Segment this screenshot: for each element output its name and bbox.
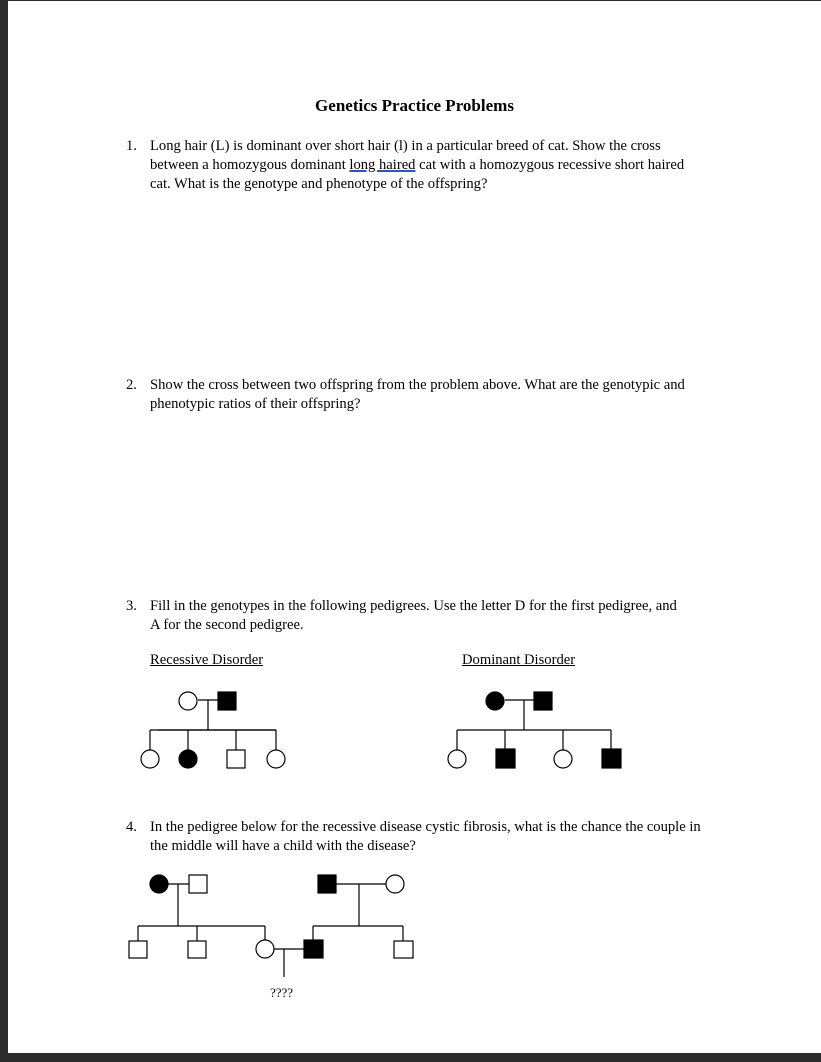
question-text: Long hair (L) is dominant over short hair (l) in a particular breed of cat. Show the cross between a homozygous dominant long haired cat with a homozygous recessive short haired cat. What is the genotype and phenotype of the offspring?: [150, 138, 685, 192]
unaffected-male-icon: [188, 941, 206, 958]
cystic-fibrosis-pedigree: [129, 875, 413, 977]
affected-male-icon: [304, 940, 323, 958]
unaffected-female-icon: [386, 875, 404, 893]
recessive-disorder-label: Recessive Disorder: [150, 652, 264, 668]
unknown-child-label: ????: [270, 985, 294, 1000]
unaffected-female-icon: [554, 750, 572, 768]
question-text: In the pedigree below for the recessive disease cystic fibrosis, what is the chance the couple in the middle will have a child with the disease?: [150, 819, 701, 854]
dominant-disorder-label: Dominant Disorder: [462, 652, 576, 668]
affected-female-icon: [179, 750, 197, 768]
dominant-pedigree: [448, 692, 621, 768]
affected-male-icon: [602, 749, 621, 768]
question-text: Show the cross between two offspring from the problem above. What are the genotypic and phenotypic ratios of their offspring?: [150, 377, 685, 412]
unaffected-male-icon: [394, 941, 413, 958]
unaffected-female-icon: [448, 750, 466, 768]
unaffected-female-icon: [256, 940, 274, 958]
question-2: [126, 376, 686, 414]
recessive-pedigree: [141, 692, 285, 768]
document-page: [8, 1, 821, 1053]
affected-male-icon: [534, 692, 552, 710]
question-3: [126, 597, 686, 635]
unaffected-male-icon: [189, 875, 207, 893]
affected-male-icon: [496, 749, 515, 768]
affected-female-icon: [150, 875, 168, 893]
question-number: 1.: [126, 138, 137, 154]
question-text: Fill in the genotypes in the following pedigrees. Use the letter D for the first pedigree, and A for the second pedigree.: [150, 598, 677, 633]
question-4: [126, 818, 706, 856]
unaffected-male-icon: [227, 750, 245, 768]
unaffected-male-icon: [129, 941, 147, 958]
question-number: 3.: [126, 598, 137, 614]
question-1: [126, 137, 706, 194]
unaffected-female-icon: [141, 750, 159, 768]
spellcheck-flagged-word[interactable]: long haired: [349, 157, 416, 173]
unaffected-female-icon: [179, 692, 197, 710]
question-number: 4.: [126, 819, 137, 835]
page-title: Genetics Practice Problems: [315, 96, 514, 115]
question-number: 2.: [126, 377, 137, 393]
affected-female-icon: [486, 692, 504, 710]
affected-male-icon: [318, 875, 336, 893]
affected-male-icon: [218, 692, 236, 710]
unaffected-female-icon: [267, 750, 285, 768]
